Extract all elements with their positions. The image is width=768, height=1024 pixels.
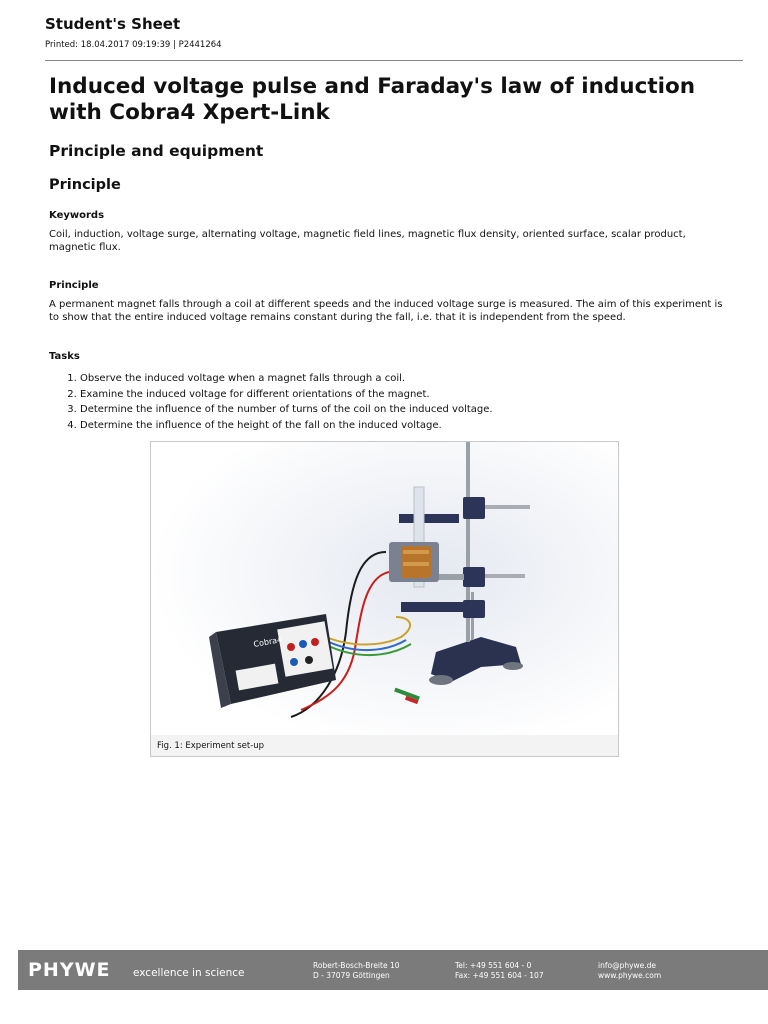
keywords-text: Coil, induction, voltage surge, alternating voltage, magnetic field lines, magnetic flux density, oriented surface, scalar product, magnetic flux. [49,229,686,253]
header-divider [45,60,743,61]
keywords-heading: Keywords [49,210,105,221]
footer-phone [455,961,544,981]
footer-contact [598,961,661,981]
experiment-figure [150,441,619,757]
address-line: D - 37079 Göttingen [313,971,390,980]
footer-address [313,961,400,981]
footer-slogan: excellence in science [133,967,245,979]
doc-id: | P2441264 [173,40,222,50]
task-item: 1. Observe the induced voltage when a magnet falls through a coil. [80,371,493,387]
principle-heading: Principle [49,280,99,291]
figure-caption: Fig. 1: Experiment set-up [157,741,265,751]
experiment-setup-illustration [151,442,618,735]
task-item: 2. Examine the induced voltage for different orientations of the magnet. [80,387,493,403]
web-link[interactable]: www.phywe.com [598,971,662,980]
coil [389,542,439,582]
task-list [49,371,493,433]
email-link[interactable]: info@phywe.de [598,961,657,970]
principle-text: A permanent magnet falls through a coil at different speeds and the induced voltage surge is measured. The aim of this experiment is to show that the entire induced voltage remains constant during the fall, i.e. that it is independent from the speed. [49,299,723,323]
subsection-title: Principle [49,177,121,193]
printed-datetime: 18.04.2017 09:19:39 [80,40,171,50]
print-info [45,40,222,50]
footer [18,950,768,990]
tasks-heading: Tasks [49,351,80,362]
task-item: 3. Determine the influence of the number of turns of the coil on the induced voltage. [80,402,493,418]
fax: Fax: +49 551 604 - 107 [455,971,544,980]
figure-caption-bar [151,735,618,756]
sheet-title: Student's Sheet [45,15,181,33]
page-title: Induced voltage pulse and Faraday's law of induction with Cobra4 Xpert-Link [49,74,696,125]
device-label: Cobra4 [252,635,283,649]
printed-label: Printed: [45,40,79,50]
address-line: Robert-Bosch-Breite 10 [313,961,400,970]
section-title: Principle and equipment [49,142,264,160]
phywe-logo: PHYWE [28,959,111,981]
task-item: 4. Determine the influence of the height of the fall on the induced voltage. [80,418,493,434]
tel: Tel: +49 551 604 - 0 [455,961,532,970]
